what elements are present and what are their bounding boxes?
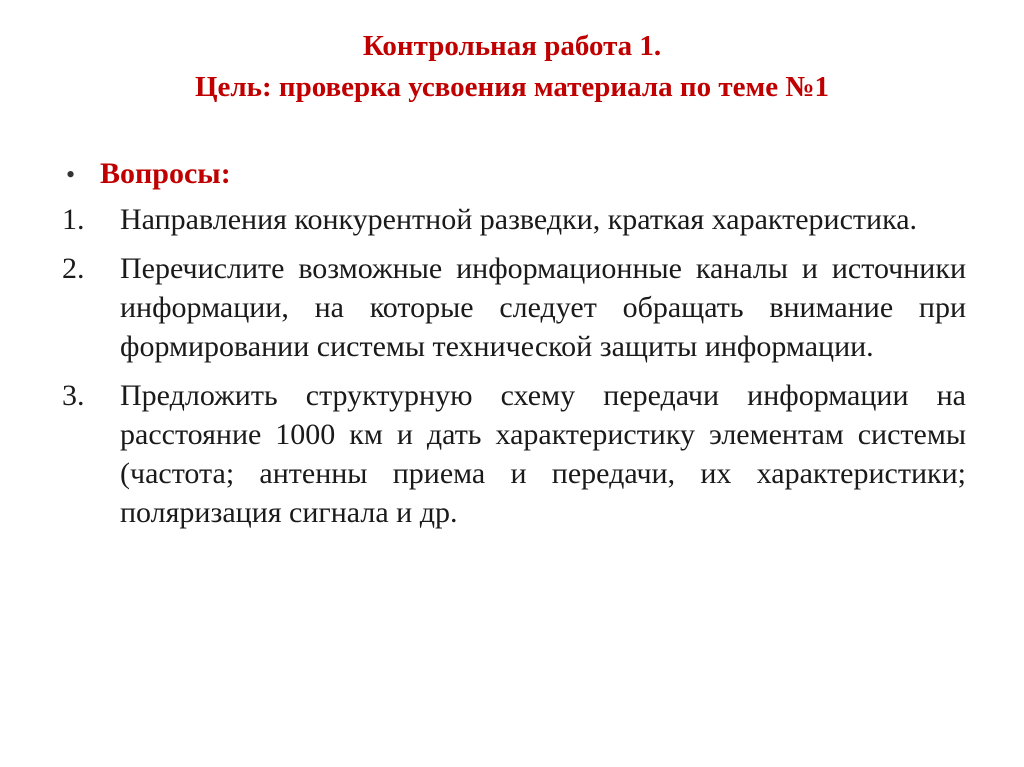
question-number: 3. [62,379,85,412]
title-line-1: Контрольная работа 1. [362,30,662,62]
list-item [62,249,966,366]
question-text: Предложить структурную схему передачи информации на расстояние 1000 км и дать характеристику элементам системы (частота; антенны приема и передачи, их характеристики; поляризация сигнала и др. [120,379,966,529]
slide-content [62,154,966,542]
questions-heading: Вопросы: [100,157,231,190]
question-text: Перечислите возможные информационные каналы и источники информации, на которые следует обращать внимание при формировании системы технической защиты информации. [120,252,966,363]
question-number: 2. [62,252,85,285]
questions-heading-row [62,154,966,194]
bullet-marker: • [66,160,76,189]
question-text: Направления конкурентной разведки, краткая характеристика. [120,203,918,236]
list-item [62,200,966,239]
list-item [62,376,966,532]
question-number: 1. [62,203,85,236]
title-line-2: Цель: проверка усвоения материала по теме №1 [194,71,830,103]
slide-title [60,26,964,108]
